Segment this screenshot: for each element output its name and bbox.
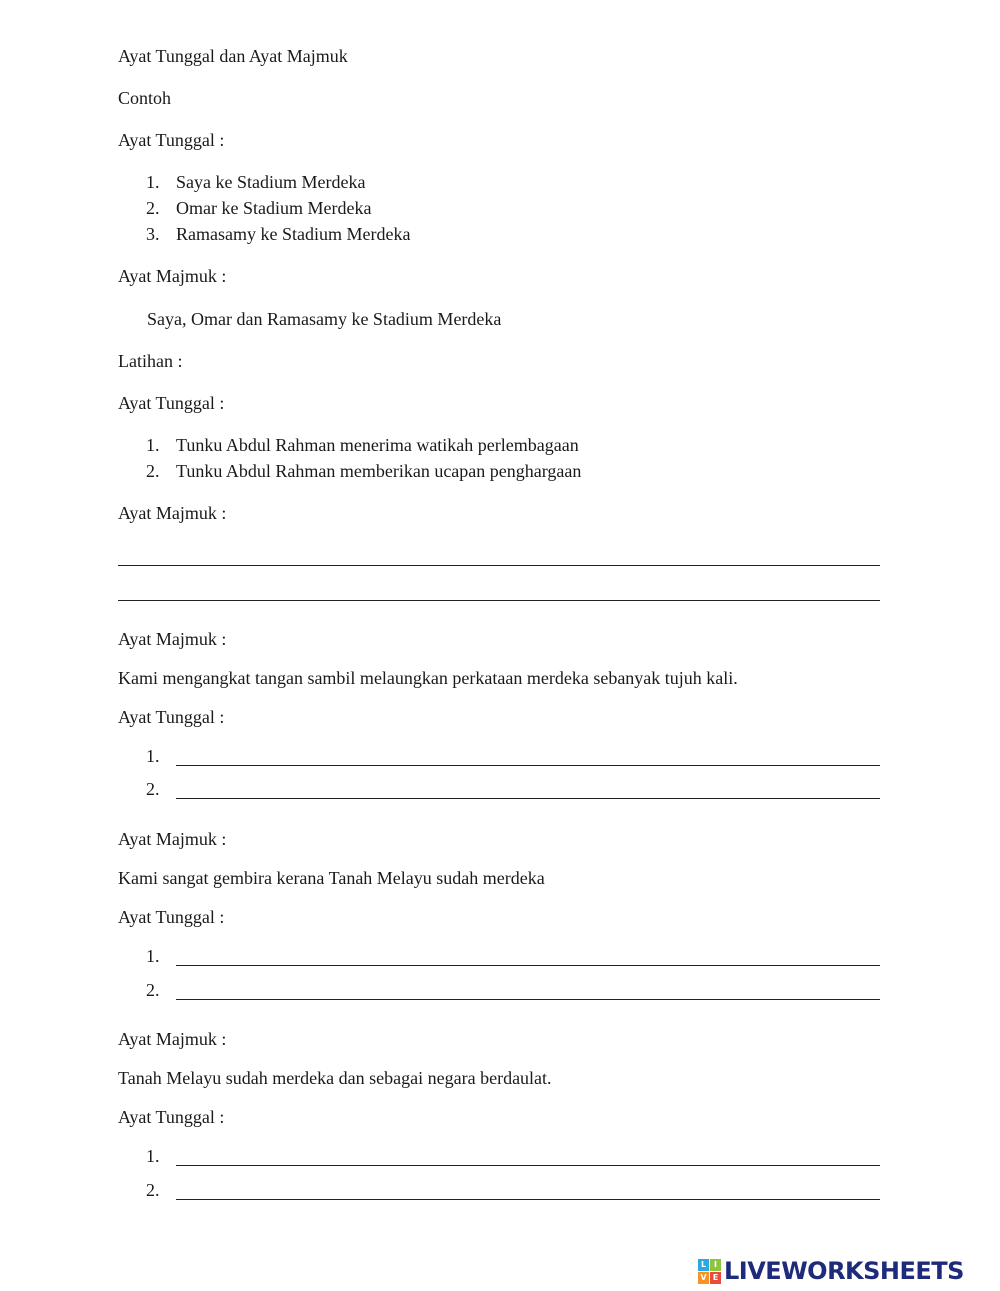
q2-compound-label: Ayat Majmuk :	[118, 629, 227, 649]
q1-item-text: Tunku Abdul Rahman memberikan ucapan penghargaan	[176, 461, 582, 481]
q4-answer-line-2[interactable]	[176, 1179, 880, 1200]
example-single-label: Ayat Tunggal :	[118, 130, 225, 150]
logo-cubes-icon	[698, 1259, 721, 1284]
q1-item-number: 1.	[146, 435, 160, 455]
q3-compound-label: Ayat Majmuk :	[118, 829, 227, 849]
q4-answer-line-1[interactable]	[176, 1145, 880, 1166]
logo-cube: V	[698, 1272, 709, 1284]
example-compound-label: Ayat Majmuk :	[118, 266, 227, 286]
exercise-heading: Latihan :	[118, 351, 183, 371]
example-item-text: Ramasamy ke Stadium Merdeka	[176, 224, 411, 244]
q3-single-label: Ayat Tunggal :	[118, 907, 225, 927]
q1-item-text: Tunku Abdul Rahman menerima watikah perlembagaan	[176, 435, 579, 455]
example-item-number: 1.	[146, 172, 160, 192]
q2-answer-number: 1.	[146, 746, 160, 766]
example-heading: Contoh	[118, 88, 172, 108]
liveworksheets-logo	[698, 1256, 964, 1286]
q2-answer-line-2[interactable]	[176, 778, 880, 799]
q1-answer-line-1[interactable]	[118, 545, 880, 566]
example-item-text: Omar ke Stadium Merdeka	[176, 198, 372, 218]
q4-single-label: Ayat Tunggal :	[118, 1107, 225, 1127]
q3-answer-line-1[interactable]	[176, 945, 880, 966]
q4-answer-number: 1.	[146, 1146, 160, 1166]
q2-single-label: Ayat Tunggal :	[118, 707, 225, 727]
q1-compound-label: Ayat Majmuk :	[118, 503, 227, 523]
q4-compound-label: Ayat Majmuk :	[118, 1029, 227, 1049]
logo-cube: I	[710, 1259, 721, 1271]
example-item-text: Saya ke Stadium Merdeka	[176, 172, 366, 192]
q4-sentence: Tanah Melayu sudah merdeka dan sebagai negara berdaulat.	[118, 1068, 552, 1088]
q1-answer-line-2[interactable]	[118, 580, 880, 601]
q3-answer-line-2[interactable]	[176, 979, 880, 1000]
example-item-number: 2.	[146, 198, 160, 218]
page-title: Ayat Tunggal dan Ayat Majmuk	[118, 46, 348, 66]
q2-answer-line-1[interactable]	[176, 745, 880, 766]
q2-sentence: Kami mengangkat tangan sambil melaungkan perkataan merdeka sebanyak tujuh kali.	[118, 668, 738, 688]
logo-cube: E	[710, 1272, 721, 1284]
q2-answer-number: 2.	[146, 779, 160, 799]
example-compound-text: Saya, Omar dan Ramasamy ke Stadium Merdeka	[147, 309, 502, 329]
example-item-number: 3.	[146, 224, 160, 244]
q3-answer-number: 2.	[146, 980, 160, 1000]
q3-answer-number: 1.	[146, 946, 160, 966]
logo-text: LIVEWORKSHEETS	[724, 1257, 964, 1285]
q3-sentence: Kami sangat gembira kerana Tanah Melayu sudah merdeka	[118, 868, 545, 888]
logo-cube: L	[698, 1259, 709, 1271]
q1-single-label: Ayat Tunggal :	[118, 393, 225, 413]
q4-answer-number: 2.	[146, 1180, 160, 1200]
q1-item-number: 2.	[146, 461, 160, 481]
